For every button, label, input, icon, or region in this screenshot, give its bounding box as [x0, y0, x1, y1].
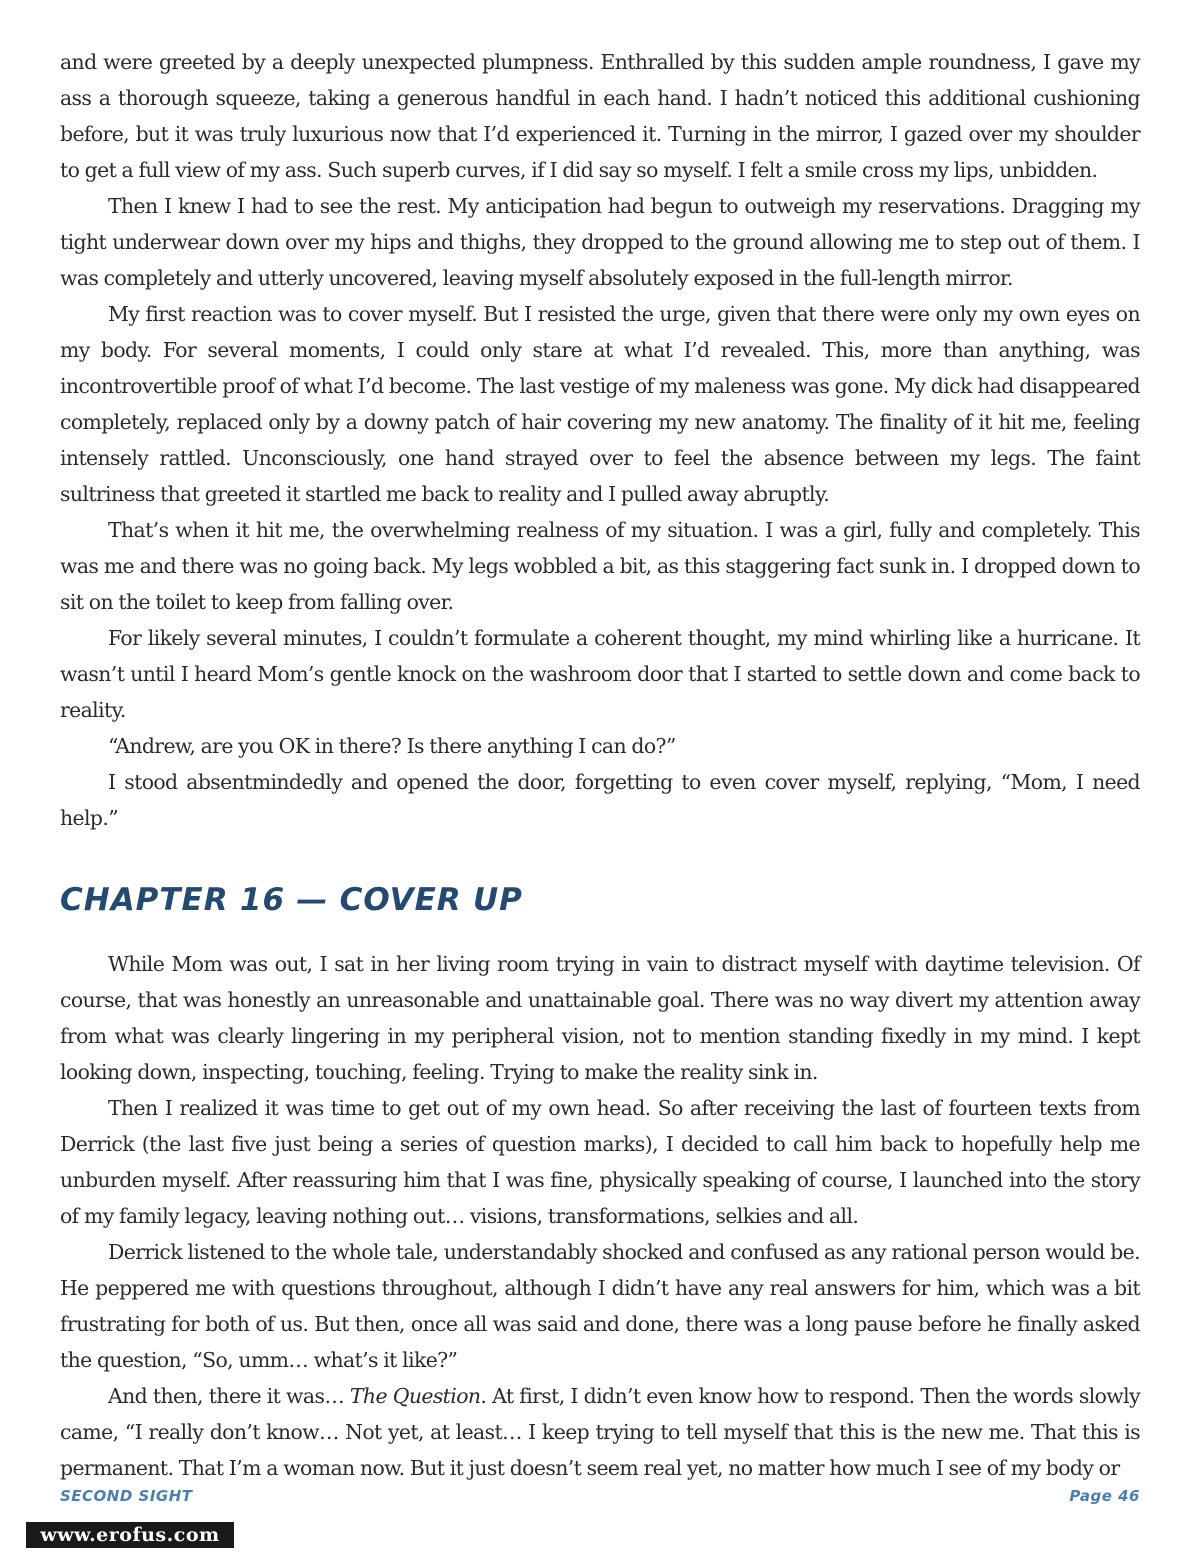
paragraph: That’s when it hit me, the overwhelming realness of my situation. I was a girl, fully and completely. This was me and there was no going back. My legs wobbled a bit, as this staggering fact sunk in. I dropped down to sit on the toilet to keep from falling over. [60, 518, 1140, 614]
paragraph: Derrick listened to the whole tale, understandably shocked and confused as any rational person would be. He peppered me with questions throughout, although I didn’t have any real answers for him, which was a bit frustrating for both of us. But then, once all was said and done, there was a long pause before he finally asked the question, “So, umm… what’s it like?” [60, 1240, 1140, 1372]
chapter-title: CHAPTER 16 — COVER UP [60, 882, 523, 918]
paragraph: My first reaction was to cover myself. But I resisted the urge, given that there were only my own eyes on my body. For several moments, I could only stare at what I’d revealed. This, more than anything, was incontrovertible proof of what I’d become. The last vestige of my maleness was gone. My dick had disappeared completely, replaced only by a downy patch of hair covering my new anatomy. The finality of it hit me, feeling intensely rattled. Unconsciously, one hand strayed over to feel the absence between my legs. The faint sultriness that greeted it startled me back to reality and I pulled away abruptly. [60, 302, 1140, 506]
paragraph: While Mom was out, I sat in her living room trying in vain to distract myself with daytime television. Of course, that was honestly an unreasonable and unattainable goal. There was no way divert my attention away from what was clearly lingering in my peripheral vision, not to mention standing fixedly in my mind. I kept looking down, inspecting, touching, feeling. Trying to make the reality sink in. [60, 952, 1140, 1084]
paragraph-text: . At first, I didn’t even know how to respond. Then the words slowly came, “I really don’t know… Not yet, at least… I keep trying to tell myself that this is the new me. That this is permanent. That I’m a woman now. But it just doesn’t seem real yet, no matter how much I see of my body or [60, 1384, 1140, 1480]
page-body [60, 44, 1140, 1486]
paragraph: Then I knew I had to see the rest. My anticipation had begun to outweigh my reservations. Dragging my tight underwear down over my hips and thighs, they dropped to the ground allowing me to step out of them. I was completely and utterly uncovered, leaving myself absolutely exposed in the full-length mirror. [60, 194, 1140, 290]
paragraph: I stood absentmindedly and opened the door, forgetting to even cover myself, replying, “Mom, I need help.” [60, 770, 1140, 830]
paragraph [60, 1378, 1140, 1486]
paragraph-text: And then, there it was… [108, 1384, 350, 1408]
paragraph: “Andrew, are you OK in there? Is there anything I can do?” [108, 734, 676, 758]
paragraph: For likely several minutes, I couldn’t formulate a coherent thought, my mind whirling like a hurricane. It wasn’t until I heard Mom’s gentle knock on the washroom door that I started to settle down and come back to reality. [60, 626, 1140, 722]
footer-page-number: Page 46 [1069, 1487, 1140, 1505]
italic-phrase: The Question [349, 1384, 481, 1408]
footer-book-title: SECOND SIGHT [60, 1487, 193, 1505]
paragraph: Then I realized it was time to get out of my own head. So after receiving the last of fourteen texts from Derrick (the last five just being a series of question marks), I decided to call him back to hopefully help me unburden myself. After reassuring him that I was fine, physically speaking of course, I launched into the story of my family legacy, leaving nothing out… visions, transformations, selkies and all. [60, 1096, 1140, 1228]
watermark: www.erofus.com [26, 1522, 234, 1548]
paragraph: and were greeted by a deeply unexpected plumpness. Enthralled by this sudden ample roundness, I gave my ass a thorough squeeze, taking a generous handful in each hand. I hadn’t noticed this additional cushioning before, but it was truly luxurious now that I’d experienced it. Turning in the mirror, I gazed over my shoulder to get a full view of my ass. Such superb curves, if I did say so myself. I felt a smile cross my lips, unbidden. [60, 50, 1140, 182]
